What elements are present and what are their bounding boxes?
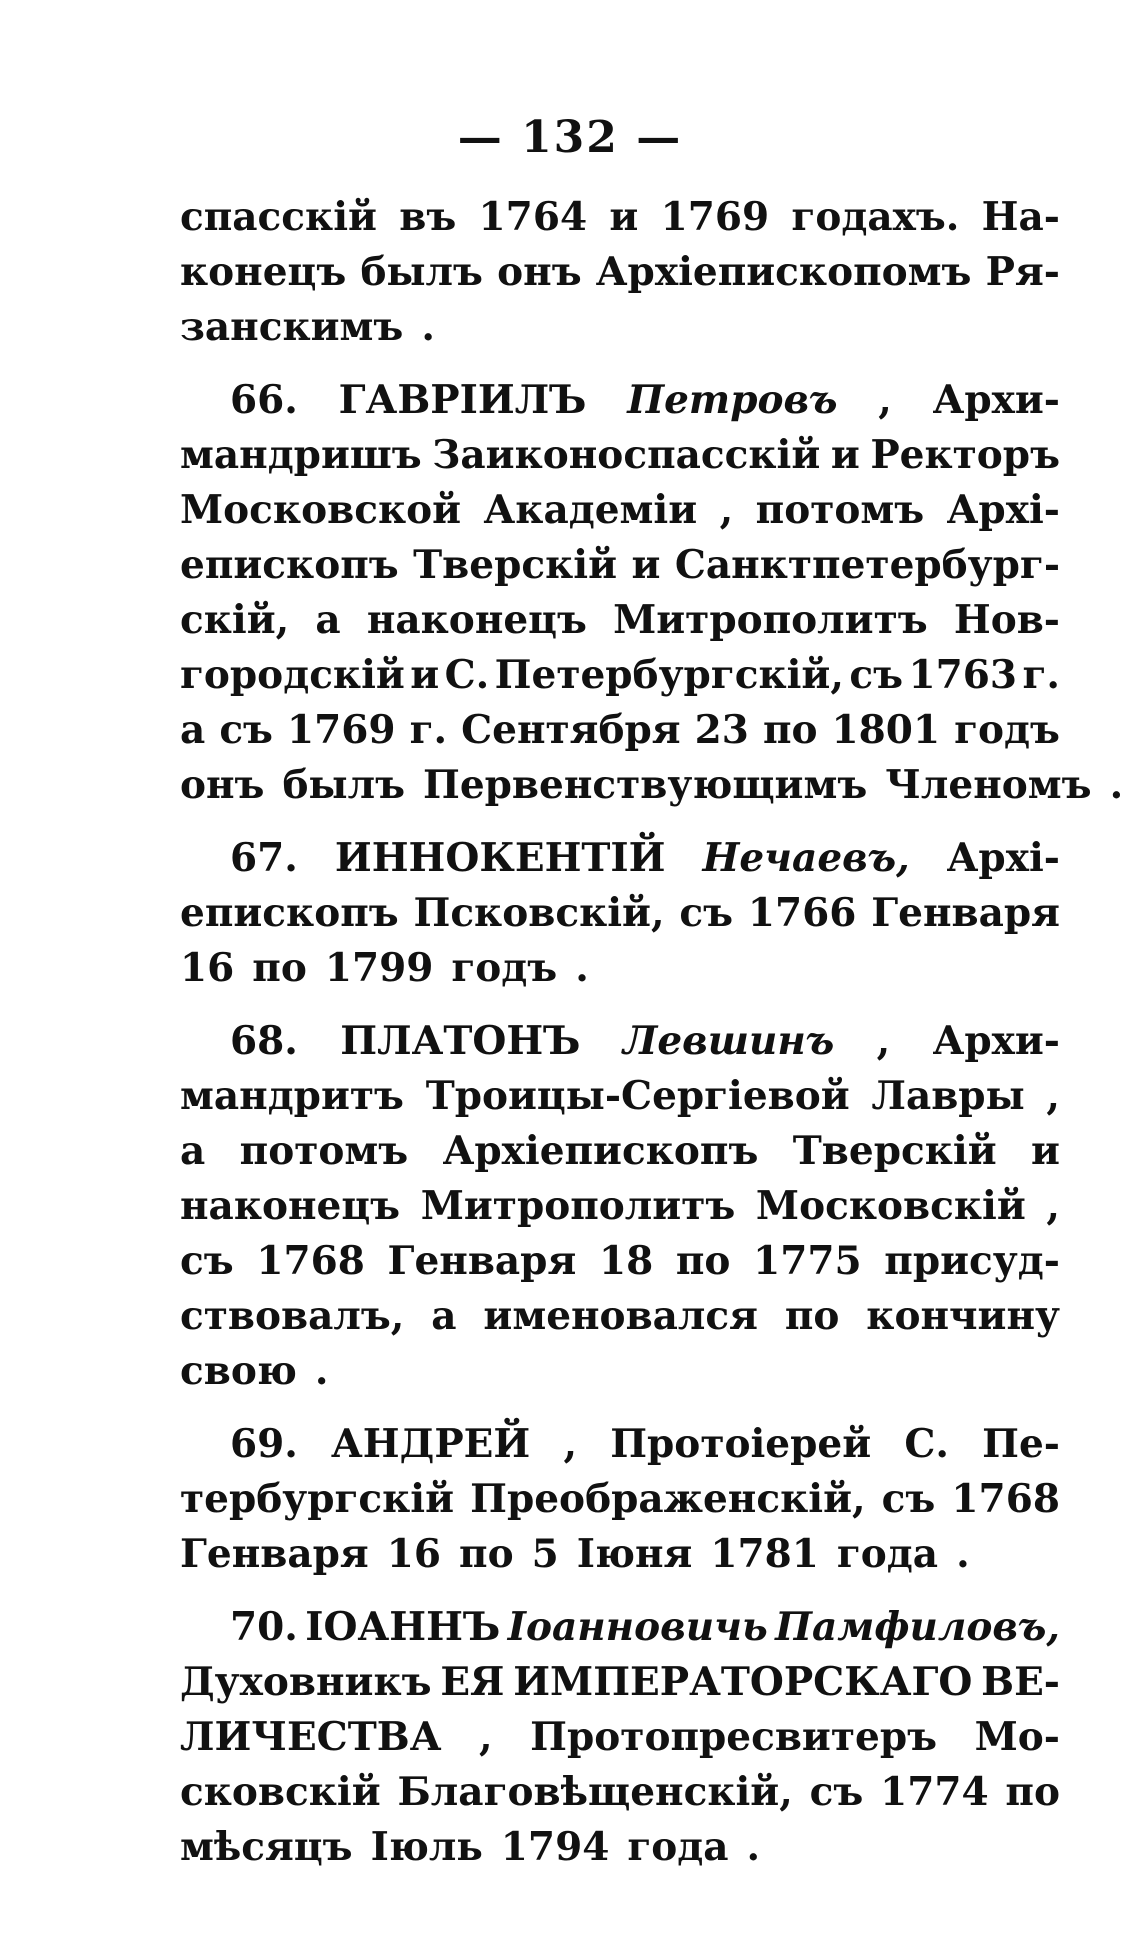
text-line	[180, 1472, 1060, 1527]
word: 1769	[660, 194, 770, 240]
text-line	[180, 538, 1060, 593]
word: 70.	[230, 1604, 298, 1650]
word: скій,	[180, 597, 290, 643]
word: кончину	[866, 1293, 1060, 1339]
word: Ря-	[985, 249, 1060, 295]
word: Архі-	[946, 487, 1060, 533]
text-line	[180, 1234, 1060, 1289]
word: 1764	[478, 194, 588, 240]
word: Архи-	[932, 377, 1060, 423]
text-line	[180, 428, 1060, 483]
word: годахъ.	[791, 194, 960, 240]
text-line	[180, 941, 1060, 996]
word: мѣсяцъ	[180, 1824, 353, 1870]
text-line	[180, 1014, 1060, 1069]
word: 1768	[256, 1238, 365, 1284]
word: ЛИЧЕСТВА	[180, 1714, 442, 1760]
word: 67.	[230, 835, 298, 881]
word: съ	[809, 1769, 864, 1815]
word: по	[675, 1238, 731, 1284]
word: а	[315, 597, 341, 643]
word: по	[252, 945, 307, 991]
word: ,	[1046, 1183, 1060, 1229]
word: Іоанновичь	[507, 1604, 768, 1650]
word: по	[762, 707, 818, 753]
word: съ	[219, 707, 273, 753]
entry-paragraph	[180, 831, 1060, 996]
word: .	[746, 1824, 761, 1870]
text-line	[180, 1655, 1060, 1710]
word: Ректоръ	[870, 432, 1060, 478]
word: ,	[719, 487, 734, 533]
word: мандритъ	[180, 1073, 404, 1119]
word: наконецъ	[180, 1183, 401, 1229]
word: ІОАННЪ	[305, 1604, 501, 1650]
word: Заиконоспасскій	[432, 432, 821, 478]
word: городскій	[180, 652, 405, 698]
word: ГАВРІИЛЪ	[338, 377, 587, 423]
word: .	[575, 945, 589, 991]
word: Левшинъ	[622, 1018, 835, 1064]
text-line	[180, 245, 1060, 300]
word: съ	[180, 1238, 234, 1284]
word: ЕЯ	[440, 1659, 505, 1705]
word: епископъ	[180, 542, 399, 588]
word: ВЕ-	[981, 1659, 1060, 1705]
text-line	[180, 1124, 1060, 1179]
word: съ	[881, 1476, 936, 1522]
word: 1763	[908, 652, 1018, 698]
word: 1775	[753, 1238, 862, 1284]
word: С.	[904, 1421, 949, 1467]
word: Псковскій,	[413, 890, 665, 936]
word: по	[459, 1531, 514, 1577]
word: Митрополитъ	[613, 597, 928, 643]
word: онъ	[180, 762, 265, 808]
word: 16	[386, 1531, 442, 1577]
word: ,	[479, 1714, 493, 1760]
word: тербургскій	[180, 1476, 455, 1522]
word: На-	[981, 194, 1060, 240]
word: Генваря	[387, 1238, 577, 1284]
word: Благовѣщенскій,	[397, 1769, 793, 1815]
word: 1794	[500, 1824, 610, 1870]
word: съ	[679, 890, 734, 936]
word: ИННОКЕНТІЙ	[334, 835, 666, 881]
word: Членомъ	[885, 762, 1092, 808]
word: свою	[180, 1348, 297, 1394]
word: .	[956, 1531, 970, 1577]
text-line	[180, 1710, 1060, 1765]
text-line	[180, 1289, 1060, 1344]
word: 1781	[710, 1531, 819, 1577]
word: г.	[1022, 652, 1060, 698]
word: С.	[444, 652, 490, 698]
text-line	[180, 1600, 1060, 1655]
text-line	[180, 1179, 1060, 1234]
text-line	[180, 1069, 1060, 1124]
entry-paragraph	[180, 1014, 1060, 1399]
text-line	[180, 593, 1060, 648]
word: епископъ	[180, 890, 399, 936]
word: Мо-	[974, 1714, 1060, 1760]
text-line	[180, 190, 1060, 245]
word: по	[784, 1293, 840, 1339]
word: .	[1109, 762, 1124, 808]
word: Первенствующимъ	[423, 762, 868, 808]
word: потомъ	[755, 487, 925, 533]
word: года	[836, 1531, 939, 1577]
text-line	[180, 1417, 1060, 1472]
word: Лавры	[871, 1073, 1025, 1119]
word: Нов-	[953, 597, 1060, 643]
word: Петровъ	[627, 377, 838, 423]
word: Іюль	[370, 1824, 483, 1870]
word: 1774	[880, 1769, 989, 1815]
word: годъ	[451, 945, 558, 991]
word: г.	[409, 707, 448, 753]
word: 18	[598, 1238, 654, 1284]
word: и	[609, 194, 639, 240]
word: года	[627, 1824, 729, 1870]
text-line	[180, 648, 1060, 703]
word: Памфиловъ,	[775, 1604, 1060, 1650]
word: въ	[399, 194, 457, 240]
word: Архі-	[946, 835, 1060, 881]
text-line	[180, 758, 1124, 813]
word: и	[631, 542, 661, 588]
word: Московской	[180, 487, 462, 533]
word: 23	[694, 707, 749, 753]
word: 5	[531, 1531, 559, 1577]
text-line	[180, 831, 1060, 886]
word: конецъ	[180, 249, 347, 295]
word: ,	[878, 377, 892, 423]
text-line	[180, 1527, 1060, 1582]
page-number: — 132 —	[457, 112, 683, 163]
page-text	[180, 190, 1124, 1875]
word: .	[314, 1348, 329, 1394]
word: Преображенскій,	[470, 1476, 866, 1522]
word: 69.	[230, 1421, 298, 1467]
word: и	[410, 652, 440, 698]
text-line	[180, 703, 1060, 758]
word: 16	[180, 945, 235, 991]
word: по	[1005, 1769, 1060, 1815]
word: потомъ	[239, 1128, 409, 1174]
word: ИМПЕРАТОРСКАГО	[513, 1659, 973, 1705]
word: Протоіерей	[610, 1421, 872, 1467]
word: Тверскій	[792, 1128, 997, 1174]
word: и	[1031, 1128, 1060, 1174]
text-line	[180, 300, 1060, 355]
word: Тверскій	[413, 542, 617, 588]
word: и	[830, 432, 860, 478]
word: Санктпетербург-	[674, 542, 1060, 588]
word: Духовникъ	[180, 1659, 432, 1705]
word: Генваря	[180, 1531, 369, 1577]
word: Московскій	[755, 1183, 1026, 1229]
word: Генваря	[871, 890, 1060, 936]
word: Сентября	[461, 707, 681, 753]
entry-paragraph	[180, 190, 1060, 355]
word: а	[180, 1128, 206, 1174]
word: ,	[563, 1421, 578, 1467]
word: а	[431, 1293, 457, 1339]
word: 1766	[747, 890, 857, 936]
word: Архи-	[932, 1018, 1060, 1064]
word: былъ	[360, 249, 483, 295]
text-line	[180, 373, 1060, 428]
word: 1799	[324, 945, 434, 991]
word: 1801	[831, 707, 941, 753]
word: ствовалъ,	[180, 1293, 405, 1339]
text-line	[180, 1820, 1060, 1875]
word: Академіи	[483, 487, 698, 533]
word: спасскій	[180, 194, 377, 240]
word: годъ	[954, 707, 1060, 753]
word: 1769	[287, 707, 396, 753]
text-line	[180, 483, 1060, 538]
entry-paragraph	[180, 1417, 1060, 1582]
word: 1768	[951, 1476, 1060, 1522]
text-line	[180, 1765, 1060, 1820]
word: Протопресвитеръ	[530, 1714, 938, 1760]
word: присуд-	[884, 1238, 1060, 1284]
word: 68.	[230, 1018, 298, 1064]
word: Петербургскій,	[494, 652, 844, 698]
word: АНДРЕЙ	[331, 1421, 531, 1467]
word: онъ	[497, 249, 582, 295]
word: ПЛАТОНЪ	[340, 1018, 581, 1064]
word: 66.	[230, 377, 298, 423]
word: наконецъ	[366, 597, 587, 643]
entry-paragraph	[180, 373, 1124, 813]
word: ,	[876, 1018, 891, 1064]
word: сковскій	[180, 1769, 381, 1815]
word: именовался	[483, 1293, 758, 1339]
word: Нечаевъ,	[702, 835, 910, 881]
word: .	[421, 304, 435, 350]
word: былъ	[282, 762, 406, 808]
word: мандришъ	[180, 432, 422, 478]
text-line	[180, 1344, 1060, 1399]
word: Митрополитъ	[420, 1183, 736, 1229]
word: ,	[1046, 1073, 1060, 1119]
word: Іюня	[576, 1531, 693, 1577]
word: Архіепископъ	[442, 1128, 759, 1174]
entry-paragraph	[180, 1600, 1060, 1875]
word: съ	[849, 652, 904, 698]
word: Пе-	[982, 1421, 1060, 1467]
word: занскимъ	[180, 304, 404, 350]
word: Троицы-Сергіевой	[425, 1073, 850, 1119]
text-line	[180, 886, 1060, 941]
word: Архіепископомъ	[595, 249, 972, 295]
word: а	[180, 707, 206, 753]
